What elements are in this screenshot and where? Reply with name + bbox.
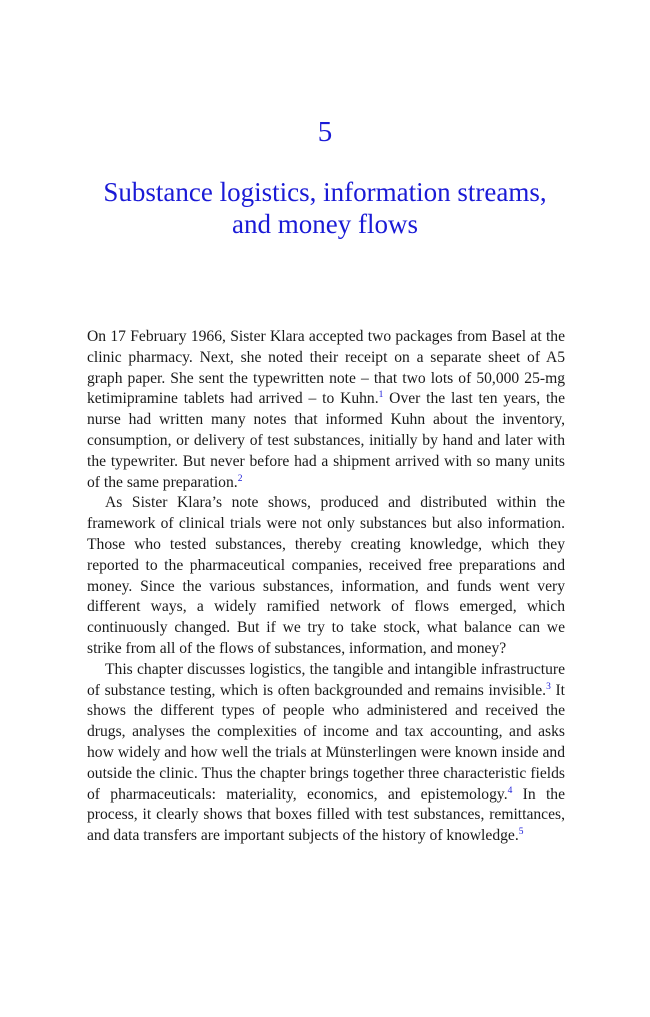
body-text	[87, 327, 565, 847]
footnote-marker-3[interactable]: 3	[546, 681, 551, 692]
footnote-marker-5[interactable]: 5	[518, 826, 524, 837]
paragraph-text: This chapter discusses logistics, the tangible and intangible infrastructure of substance testing, which is often backgrounded and remains invisible.	[87, 660, 565, 699]
paragraph-1	[87, 327, 565, 493]
chapter-title-line-2: and money flows	[232, 209, 418, 239]
paragraph-text: On 17 February 1966, Sister Klara accepted two packages from Basel at the clinic pharmacy. Next, she noted their receipt on a separate sheet of A5 graph paper. She sent the typewritten note – that two lots of 50,000 25-mg ketimipramine tablets had arrived – to Kuhn.	[87, 328, 565, 408]
paragraph-text: In the process, it clearly shows that boxes filled with test substances, remittances, and data transfers are important subjects of the history of knowledge.	[87, 785, 565, 845]
footnote-marker-2[interactable]: 2	[237, 473, 243, 484]
paragraph-text: It shows the different types of people who administered and received the drugs, analyses the complexities of income and tax accounting, and asks how widely and how well the trials at Münsterlingen were known inside and outside the clinic. Thus the chapter brings together three characteristic fields of pharmaceuticals: materiality, economics, and epistemology.	[87, 681, 565, 803]
paragraph-2	[87, 493, 565, 659]
chapter-title-line-1: Substance logistics, information streams,	[103, 177, 547, 207]
footnote-marker-1[interactable]: 1	[378, 390, 384, 401]
chapter-title	[60, 176, 590, 240]
paragraph-3	[87, 660, 565, 847]
paragraph-text: Over the last ten years, the nurse had written many notes that informed Kuhn about the inventory, consumption, or delivery of test substances, initially by hand and later with the typewriter. But never before had a shipment arrived with so many units of the same preparation.	[87, 390, 565, 491]
chapter-number: 5	[317, 116, 333, 148]
footnote-marker-4[interactable]: 4	[507, 785, 513, 796]
paragraph-text: As Sister Klara’s note shows, produced and distributed within the framework of clinical trials were not only substances but also information. Those who tested substances, thereby creating knowledge, which they reported to the pharmaceutical companies, received free preparations and money. Since the various substances, information, and funds went very different ways, a widely ramified network of flows emerged, which continuously changed. But if we try to take stock, what balance can we strike from all of the flows of substances, information, and money?	[87, 494, 565, 657]
